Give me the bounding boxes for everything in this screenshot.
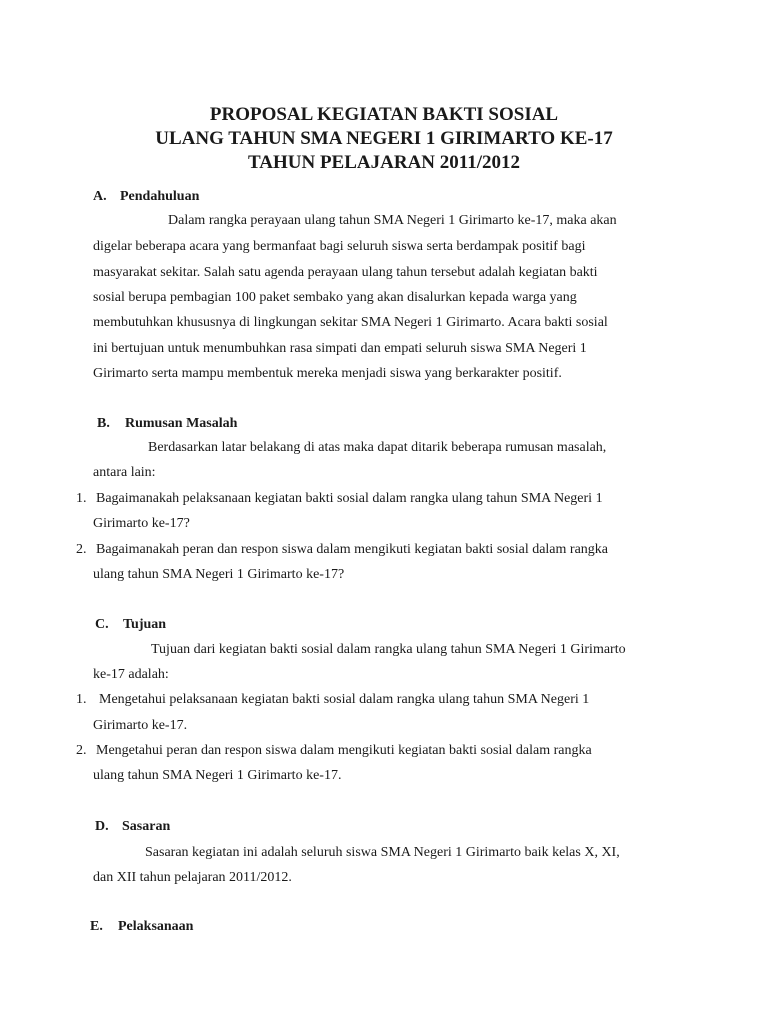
- section-c-title: Tujuan: [123, 617, 167, 632]
- section-c-item-2-number: 2.: [76, 743, 87, 758]
- section-b-item-2-line-2: ulang tahun SMA Negeri 1 Girimarto ke-17?: [93, 567, 345, 582]
- section-d-line-2: dan XII tahun pelajaran 2011/2012.: [93, 870, 292, 885]
- section-e-heading: [90, 918, 193, 936]
- section-a-line-2: digelar beberapa acara yang bermanfaat bagi seluruh siswa serta berdampak positif bagi: [93, 239, 586, 254]
- section-a-line-1: Dalam rangka perayaan ulang tahun SMA Negeri 1 Girimarto ke-17, maka akan: [168, 213, 617, 228]
- section-b-intro-line-2: antara lain:: [93, 465, 156, 480]
- section-a-line-7: Girimarto serta mampu membentuk mereka menjadi siswa yang berkarakter positif.: [93, 366, 562, 381]
- section-b-item-1-line-1: Bagaimanakah pelaksanaan kegiatan bakti sosial dalam rangka ulang tahun SMA Negeri 1: [96, 491, 603, 506]
- title-line-2: ULANG TAHUN SMA NEGERI 1 GIRIMARTO KE-17: [155, 128, 613, 149]
- section-b-heading: [97, 415, 237, 433]
- section-a-line-5: membutuhkan khususnya di lingkungan sekitar SMA Negeri 1 Girimarto. Acara bakti sosial: [93, 315, 608, 330]
- section-a-line-4: sosial berupa pembagian 100 paket sembako yang akan disalurkan kepada warga yang: [93, 290, 577, 305]
- section-c-item-1-line-2: Girimarto ke-17.: [93, 718, 188, 733]
- section-d-line-1: Sasaran kegiatan ini adalah seluruh siswa SMA Negeri 1 Girimarto baik kelas X, XI,: [145, 845, 620, 860]
- section-c-letter: C.: [95, 617, 109, 632]
- section-c-intro-line-1: Tujuan dari kegiatan bakti sosial dalam rangka ulang tahun SMA Negeri 1 Girimarto: [151, 642, 626, 657]
- section-d-letter: D.: [95, 819, 109, 834]
- section-a-line-6: ini bertujuan untuk menumbuhkan rasa simpati dan empati seluruh siswa SMA Negeri 1: [93, 341, 587, 356]
- section-a-letter: A.: [93, 189, 107, 204]
- section-e-title: Pelaksanaan: [118, 919, 194, 934]
- section-b-item-1-number: 1.: [76, 491, 87, 506]
- section-d-title: Sasaran: [122, 819, 171, 834]
- section-b-intro-line-1: Berdasarkan latar belakang di atas maka dapat ditarik beberapa rumusan masalah,: [148, 440, 607, 455]
- section-b-title: Rumusan Masalah: [125, 416, 238, 431]
- title-line-1: PROPOSAL KEGIATAN BAKTI SOSIAL: [209, 104, 559, 125]
- section-b-item-2-number: 2.: [76, 542, 87, 557]
- section-c-intro-line-2: ke-17 adalah:: [93, 667, 169, 682]
- section-a-line-3: masyarakat sekitar. Salah satu agenda perayaan ulang tahun tersebut adalah kegiatan bakti: [93, 265, 598, 280]
- section-c-item-1-number: 1.: [76, 692, 87, 707]
- section-c-item-2-line-2: ulang tahun SMA Negeri 1 Girimarto ke-17.: [93, 768, 342, 783]
- section-c-heading: [95, 616, 166, 634]
- section-a-heading: [93, 188, 199, 206]
- section-a-title: Pendahuluan: [120, 189, 200, 204]
- section-e-letter: E.: [90, 919, 103, 934]
- section-b-item-1-line-2: Girimarto ke-17?: [93, 516, 190, 531]
- document-title: [0, 103, 768, 175]
- section-b-item-2-line-1: Bagaimanakah peran dan respon siswa dalam mengikuti kegiatan bakti sosial dalam rangka: [96, 542, 609, 557]
- title-line-3: TAHUN PELAJARAN 2011/2012: [248, 152, 520, 173]
- section-d-heading: [95, 818, 170, 836]
- section-c-item-1-line-1: Mengetahui pelaksanaan kegiatan bakti sosial dalam rangka ulang tahun SMA Negeri 1: [99, 692, 590, 707]
- section-c-item-2-line-1: Mengetahui peran dan respon siswa dalam mengikuti kegiatan bakti sosial dalam rangka: [96, 743, 592, 758]
- section-b-letter: B.: [97, 416, 110, 431]
